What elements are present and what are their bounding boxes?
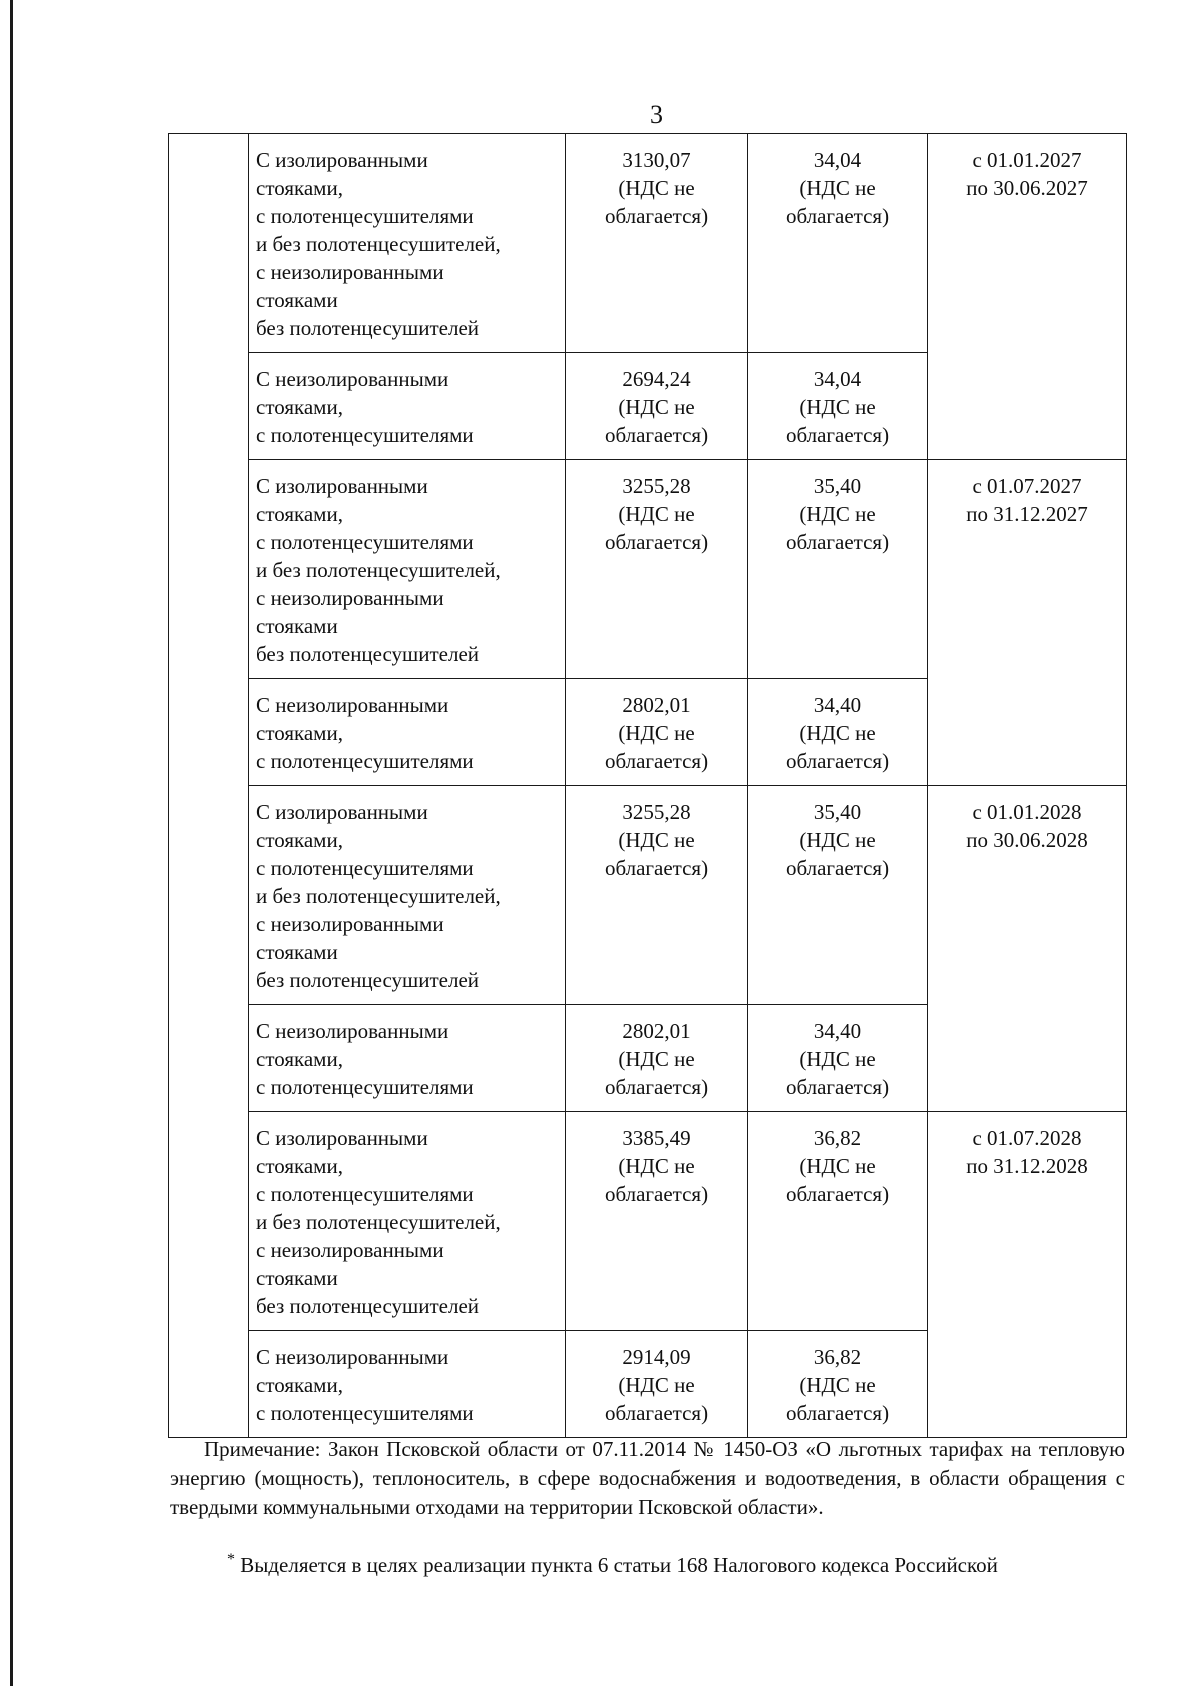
tariff-value-cell: 3255,28 (НДС не облагается): [566, 786, 748, 1005]
tariff-value-cell: 36,82 (НДС не облагается): [748, 1331, 928, 1438]
tariff-value-cell: 2694,24 (НДС не облагается): [566, 353, 748, 460]
tariff-value-cell: 3255,28 (НДС не облагается): [566, 460, 748, 679]
tariff-value-cell: 2802,01 (НДС не облагается): [566, 679, 748, 786]
riser-type-cell: С неизолированными стояками, с полотенцесушителями: [249, 1331, 566, 1438]
tariff-value-cell: 36,82 (НДС не облагается): [748, 1112, 928, 1331]
tariff-value-cell: 35,40 (НДС не облагается): [748, 460, 928, 679]
tariff-table-body: [169, 134, 1127, 1438]
table-row: [169, 1112, 1127, 1331]
tariff-value-cell: 34,40 (НДС не облагается): [748, 679, 928, 786]
tariff-value-cell: 3385,49 (НДС не облагается): [566, 1112, 748, 1331]
tariff-value-cell: 34,40 (НДС не облагается): [748, 1005, 928, 1112]
footnote-asterisk: *: [227, 1551, 235, 1568]
footnote-text: Выделяется в целях реализации пункта 6 статьи 168 Налогового кодекса Российской: [240, 1553, 998, 1577]
page-number: 3: [650, 100, 663, 129]
tariff-value-cell: 35,40 (НДС не облагается): [748, 786, 928, 1005]
riser-type-cell: С неизолированными стояками, с полотенцесушителями: [249, 1005, 566, 1112]
footnote: [170, 1545, 1125, 1580]
period-cell: с 01.07.2028 по 31.12.2028: [928, 1112, 1127, 1438]
table-row: [169, 786, 1127, 1005]
table-row: [169, 460, 1127, 679]
riser-type-cell: С изолированными стояками, с полотенцесушителями и без полотенцесушителей, с неизолированными стояками без полотенцесушителей: [249, 134, 566, 353]
tariff-table: [168, 133, 1127, 1438]
tariff-value-cell: 2802,01 (НДС не облагается): [566, 1005, 748, 1112]
tariff-value-cell: 34,04 (НДС не облагается): [748, 134, 928, 353]
empty-index-column: [169, 134, 249, 1438]
riser-type-cell: С неизолированными стояками, с полотенцесушителями: [249, 353, 566, 460]
period-cell: с 01.01.2028 по 30.06.2028: [928, 786, 1127, 1112]
riser-type-cell: С изолированными стояками, с полотенцесушителями и без полотенцесушителей, с неизолированными стояками без полотенцесушителей: [249, 1112, 566, 1331]
riser-type-cell: С неизолированными стояками, с полотенцесушителями: [249, 679, 566, 786]
period-cell: с 01.07.2027 по 31.12.2027: [928, 460, 1127, 786]
period-cell: с 01.01.2027 по 30.06.2027: [928, 134, 1127, 460]
tariff-value-cell: 34,04 (НДС не облагается): [748, 353, 928, 460]
riser-type-cell: С изолированными стояками, с полотенцесушителями и без полотенцесушителей, с неизолированными стояками без полотенцесушителей: [249, 786, 566, 1005]
riser-type-cell: С изолированными стояками, с полотенцесушителями и без полотенцесушителей, с неизолированными стояками без полотенцесушителей: [249, 460, 566, 679]
table-row: [169, 134, 1127, 353]
tariff-value-cell: 3130,07 (НДС не облагается): [566, 134, 748, 353]
tariff-value-cell: 2914,09 (НДС не облагается): [566, 1331, 748, 1438]
legal-note: Примечание: Закон Псковской области от 07.11.2014 № 1450-ОЗ «О льготных тарифах на тепловую энергию (мощность), теплоноситель, в сфере водоснабжения и водоотведения, в области обращения с твердыми коммунальными отходами на территории Псковской области».: [170, 1437, 1125, 1519]
scan-edge-line: [10, 0, 13, 1686]
